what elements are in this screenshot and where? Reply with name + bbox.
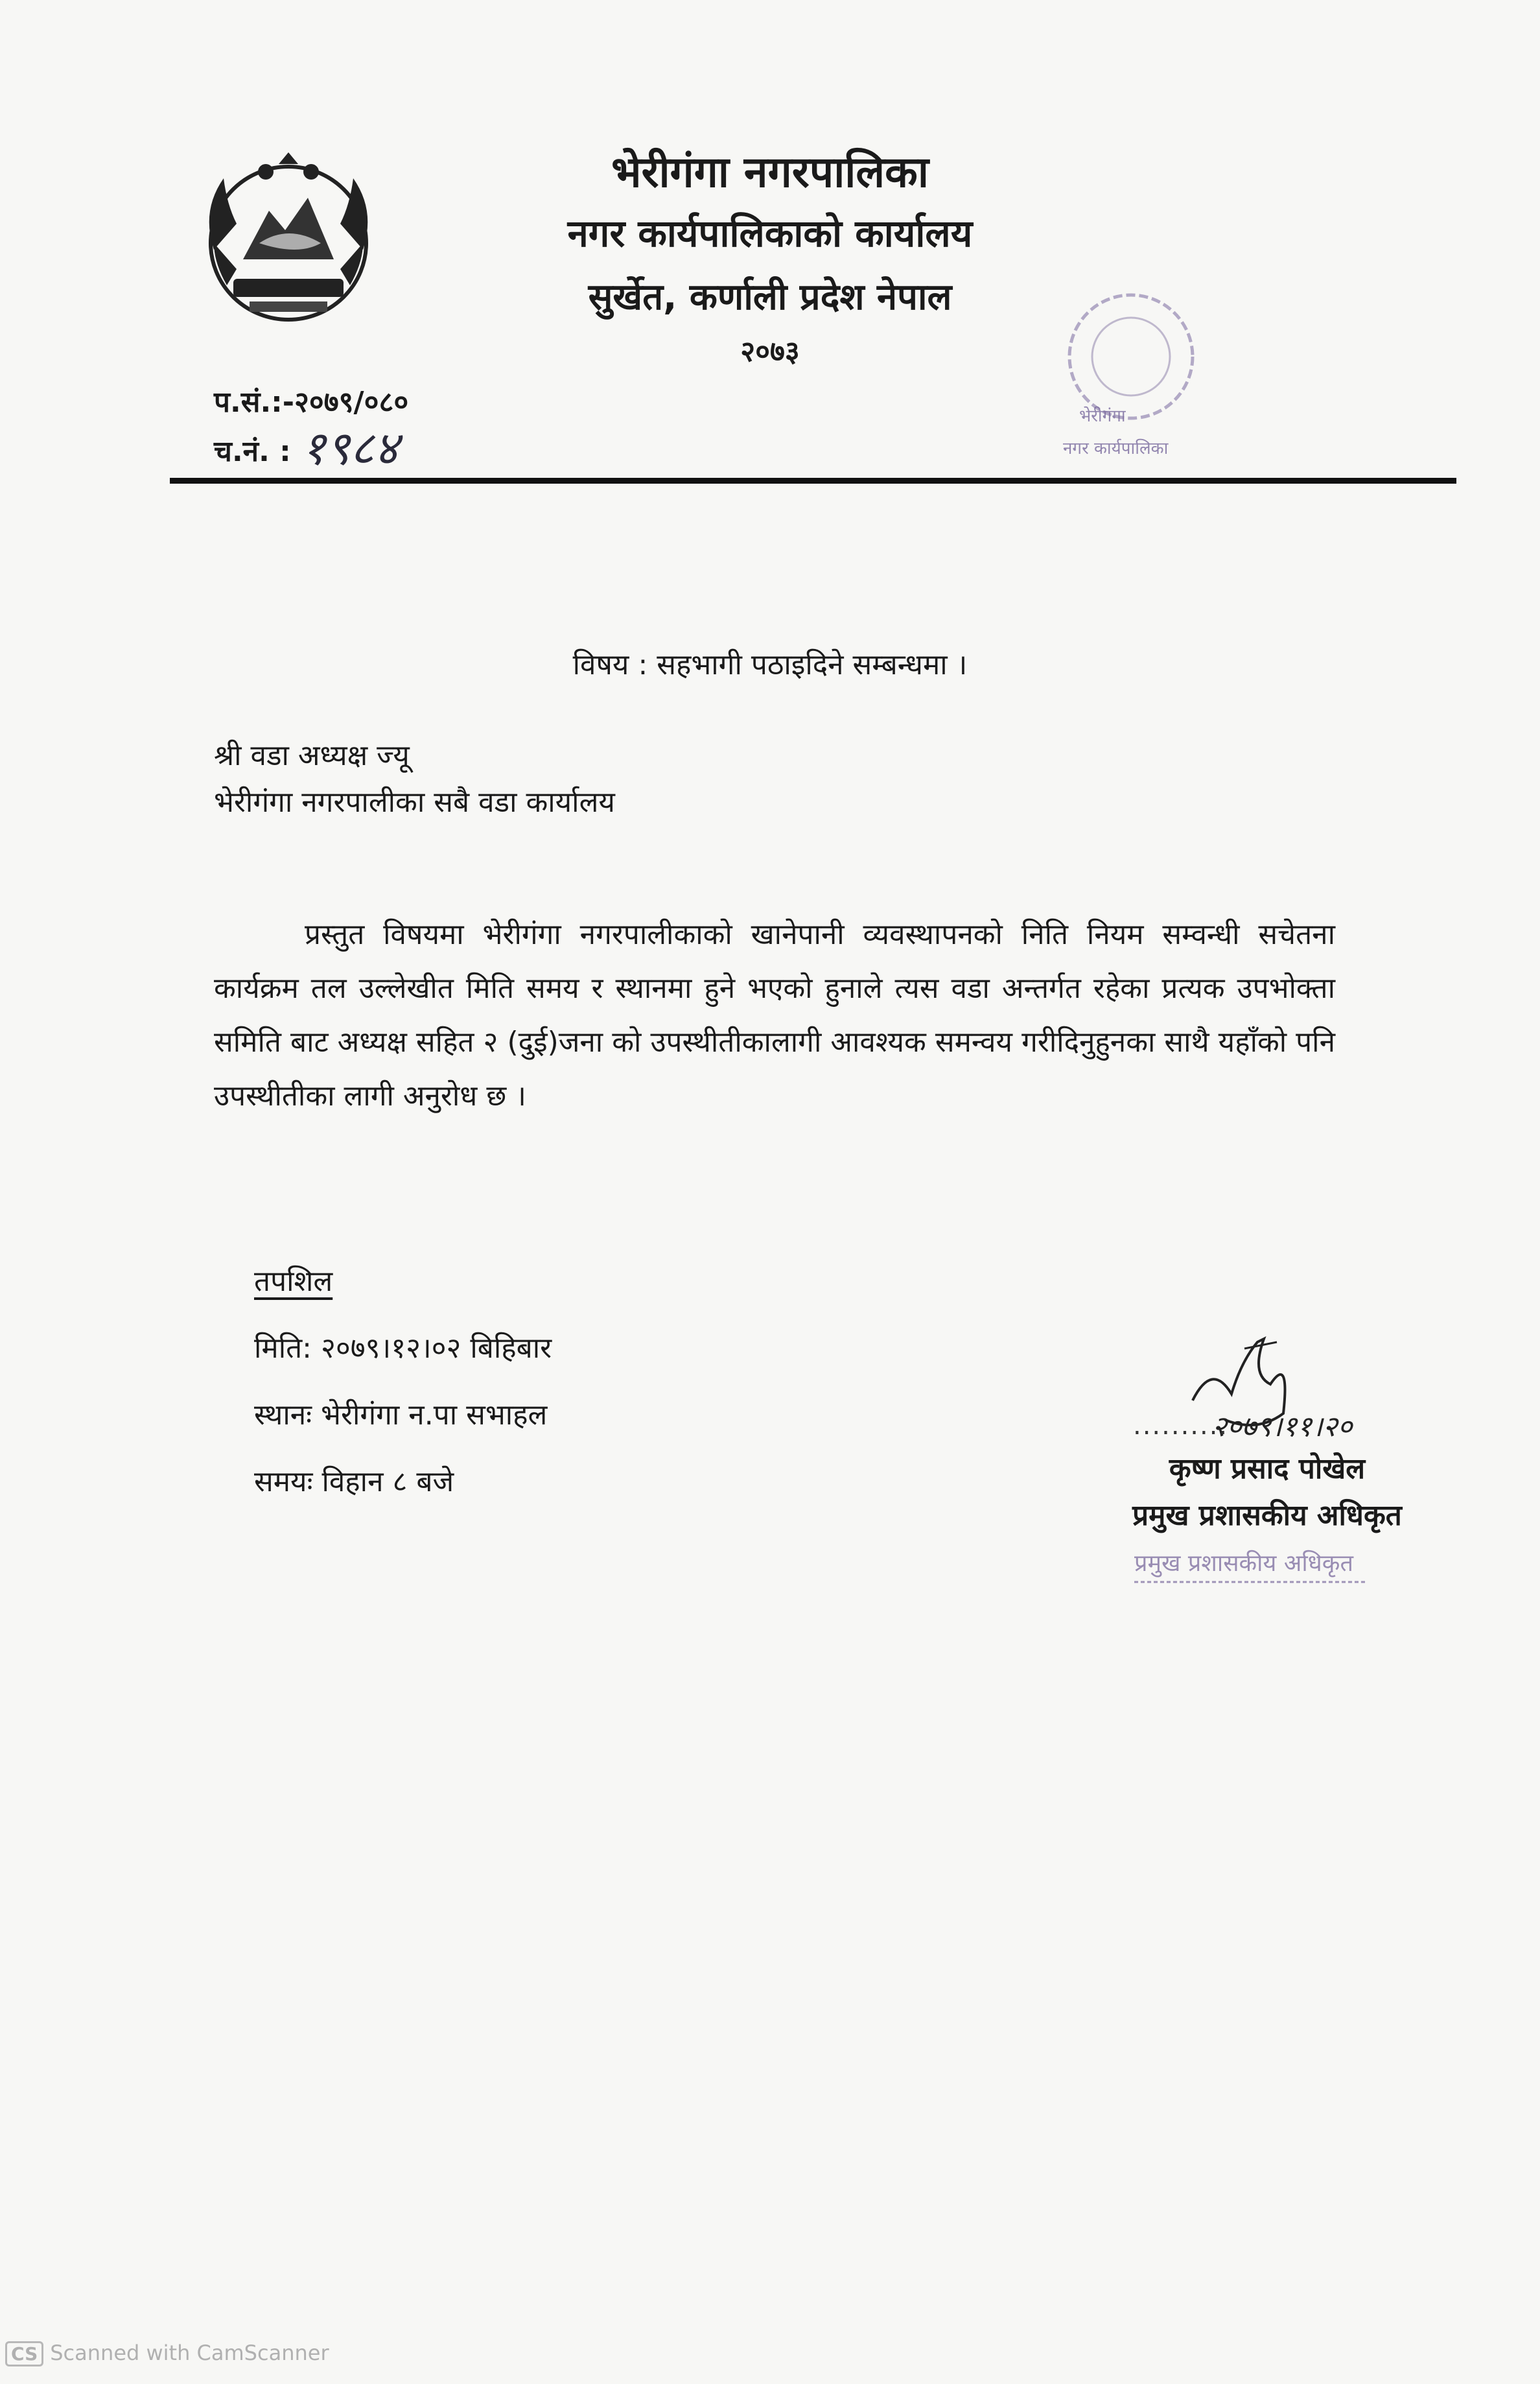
established-year: २०७३ (740, 335, 800, 368)
signatory-designation: प्रमुख प्रशासकीय अधिकृत (1132, 1499, 1402, 1532)
signed-date: २०७९।११।२० (1212, 1410, 1353, 1443)
signatory-name: कृष्ण प्रसाद पोखेल (1169, 1452, 1366, 1485)
letter-subject: विषय : सहभागी पठाइदिने सम्बन्धमा । (572, 648, 968, 681)
designation-stamp (1128, 1542, 1374, 1587)
scanner-text: Scanned with CamScanner (50, 2341, 329, 2365)
chalani-number-handwritten: १९८४ (301, 421, 399, 475)
addressee-line-1: श्री वडा अध्यक्ष ज्यू (214, 739, 410, 772)
details-heading: तपशिल (254, 1265, 333, 1298)
chalani-label: च.नं. : (214, 435, 291, 468)
scanner-watermark (5, 2341, 329, 2366)
addressee-line-2: भेरीगंगा नगरपालीका सबै वडा कार्यालय (214, 786, 615, 819)
letter-body: प्रस्तुत विषयमा भेरीगंगा नगरपालीकाको खानेपानी व्यवस्थापनको निति नियम सम्वन्धी सचेतना कार्यक्रम तल उल्लेखीत मिति समय र स्थानमा हुने भएको हुनाले त्यस वडा अन्तर्गत रहेका प्रत्यक उपभोक्ता समिति बाट अध्यक्ष सहित २ (दुई)जना को उपस्थीतीकालागी आवश्यक समन्वय गरीदिनुहुनका साथै यहाँको पनि उपस्थीतीका लागी अनुरोध छ । (214, 918, 1335, 1113)
designation-stamp-text: प्रमुख प्रशासकीय अधिकृत (1134, 1550, 1353, 1577)
stamp-text-1: भेरीगंगा (1079, 407, 1126, 426)
event-venue: स्थानः भेरीगंगा न.पा सभाहल (254, 1399, 548, 1432)
office-title: नगर कार्यपालिकाको कार्यालय (567, 211, 973, 255)
stamp-text-2: नगर कार्यपालिका (1063, 439, 1169, 458)
camscanner-logo-icon: CS (5, 2341, 43, 2366)
office-stamp (1053, 285, 1222, 473)
municipality-title: भेरीगंगा नगरपालिका (611, 147, 929, 197)
patra-sankhya: प.सं.:-२०७९/०८० (214, 386, 409, 419)
header-divider (170, 478, 1456, 484)
office-location: सुर्खेत, कर्णाली प्रदेश नेपाल (588, 276, 952, 318)
event-date: मिति: २०७९।१२।०२ बिहिबार (254, 1332, 552, 1365)
event-time: समयः विहान ८ बजे (254, 1465, 454, 1498)
signature-line: .......... (1133, 1411, 1229, 1441)
